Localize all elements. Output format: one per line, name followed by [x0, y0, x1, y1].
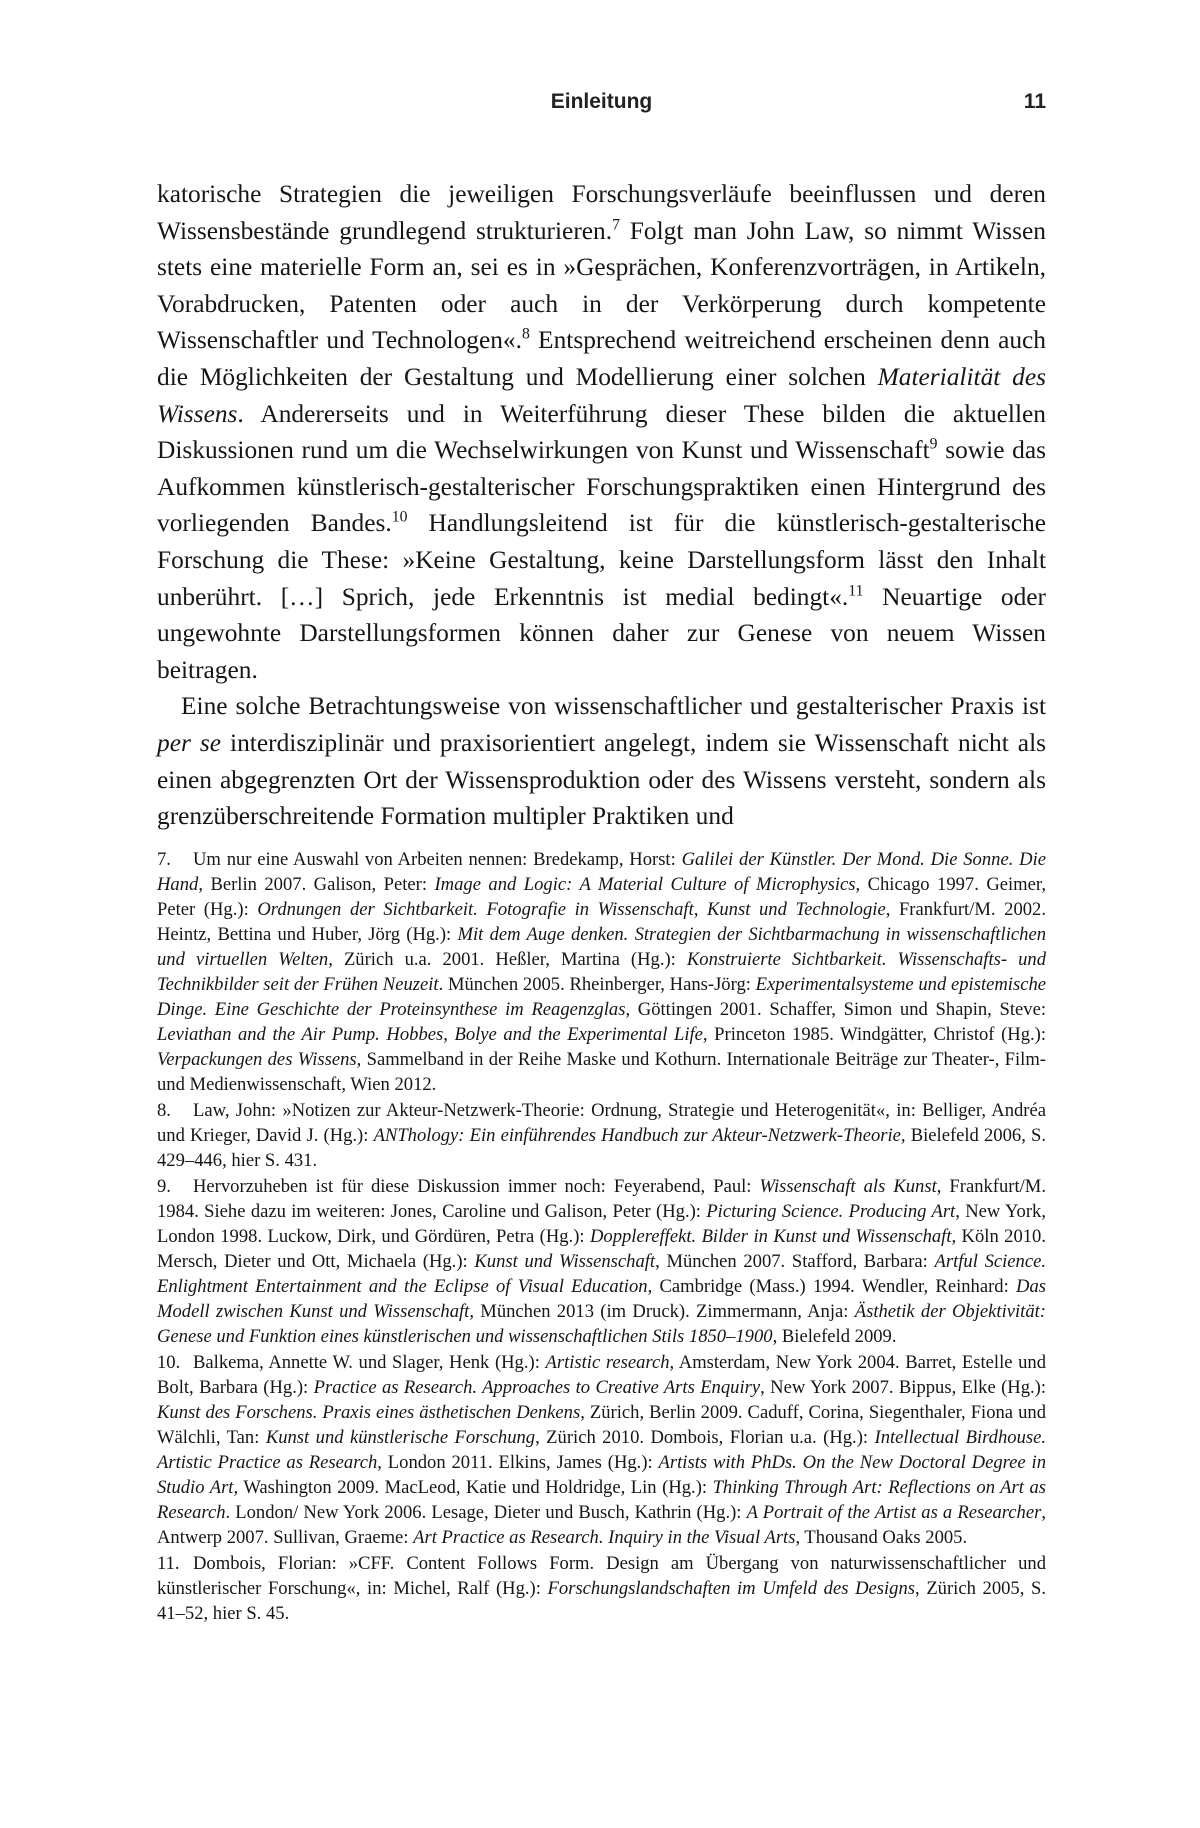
text-run: Köln 2010. Mersch, Dieter und Ott, Michaela (Hg.):: [157, 1226, 1046, 1272]
footnote-11: [157, 1551, 1046, 1626]
italic-title: Ordnungen der Sichtbarkeit. Fotografie in Wissenschaft, Kunst und Technologie: [257, 899, 886, 920]
italic-title: Artful Science. Enlightment Entertainment and the Eclipse of Visual Education: [157, 1251, 1046, 1297]
italic-term: Materialität des Wissens: [157, 362, 1046, 428]
footnotes: [157, 847, 1046, 1627]
italic-title: Dopplereffekt. Bilder in Kunst und Wissenschaft,: [589, 1226, 957, 1247]
italic-title: Thinking Through Art: Reflections on Art as Research: [157, 1477, 1047, 1523]
italic-title: Konstruierte Sichtbarkeit. Wissenschafts- und Technikbilder seit der Frühen Neuzeit: [157, 949, 1047, 995]
footnote-ref-7: 7: [612, 216, 620, 234]
text-run: , Zürich 2010. Dombois, Florian u.a. (Hg.):: [535, 1427, 875, 1448]
text-run: , Chicago 1997. Geimer, Peter (Hg.):: [157, 874, 1046, 920]
text-run: , Frankfurt/M. 2002. Heintz, Bettina und Huber, Jörg (Hg.):: [157, 899, 1046, 945]
italic-title: Intellectual Birdhouse. Artistic Practice as Research: [157, 1427, 1046, 1473]
italic-title: Kunst und Wissenschaft: [474, 1251, 656, 1272]
italic-title: Picturing Science. Producing Art: [706, 1201, 956, 1222]
italic-title: Image and Logic: A Material Culture of Microphysics: [434, 874, 856, 895]
footnote-number: 7.: [157, 849, 171, 870]
italic-title: Wissenschaft als Kunst: [759, 1176, 937, 1197]
text-run: , Sammelband in der Reihe Maske und Kothurn. Internationale Beiträge zur Theater-, Film- und Medienwissenschaft, Wien 2012.: [157, 1049, 1047, 1095]
italic-title: Artists with PhDs. On the New Doctoral Degree in Studio Art: [157, 1452, 1046, 1498]
italic-title: Experimentalsysteme und epistemische Dinge. Eine Geschichte der Proteinsynthese im Reagenzglas: [157, 974, 1046, 1020]
text-run: , Göttingen 2001. Schaffer, Simon und Shapin, Steve:: [625, 999, 1046, 1020]
footnote-number: 8.: [157, 1100, 171, 1121]
footnote-ref-9: 9: [929, 435, 938, 453]
paragraph-2: [157, 688, 1046, 834]
text-run: , München 2013 (im Druck). Zimmermann, Anja:: [469, 1301, 855, 1322]
paragraph-1: [157, 176, 1046, 688]
italic-title: Forschungslandschaften im Umfeld des Designs: [547, 1578, 916, 1599]
footnote-ref-11: 11: [848, 582, 864, 600]
text-run: Entsprechend weitreichend erscheinen denn auch die Möglichkeiten der Gestaltung und Modellierung einer solchen: [157, 326, 1046, 391]
text-run: , Zürich, Berlin 2009. Caduff, Corina, Siegenthaler, Fiona und Wälchli, Tan:: [157, 1402, 1046, 1448]
italic-title: Verpackungen des Wissens: [157, 1049, 357, 1070]
chapter-title: Einleitung: [550, 90, 653, 113]
text-run: Balkema, Annette W. und Slager, Henk (Hg.):: [193, 1352, 546, 1373]
text-run: , Amsterdam, New York 2004. Barret, Estelle und Bolt, Barbara (Hg.):: [157, 1352, 1047, 1398]
text-run: . London/ New York 2006. Lesage, Dieter und Busch, Kathrin (Hg.):: [225, 1502, 747, 1523]
text-run: Neuartige oder ungewohnte Darstellungsformen können daher zur Genese von neuem Wissen beitragen.: [157, 582, 1046, 684]
text-run: Bielefeld 2006, S. 429–446, hier S. 431.: [157, 1125, 1046, 1171]
text-run: Dombois, Florian: »CFF. Content Follows Form. Design am Übergang von naturwissenschaftlicher und künstlerischer Forschung«, in: Michel, Ralf (Hg.):: [157, 1553, 1046, 1599]
text-run: , Zürich 2005, S. 41–52, hier S. 45.: [157, 1578, 1047, 1624]
footnote-ref-8: 8: [521, 325, 530, 343]
text-run: . Andererseits und in Weiterführung dieser These bilden die aktuellen Diskussionen rund um die Wechselwirkungen von Kunst und Wissenschaft: [157, 399, 1046, 465]
text-run: , London 2011. Elkins, James (Hg.):: [377, 1452, 659, 1473]
italic-title: Leviathan and the Air Pump. Hobbes, Bolye and the Experimental Life: [157, 1024, 703, 1045]
text-run: , Bielefeld 2009.: [772, 1326, 897, 1347]
italic-title: Das Modell zwischen Kunst und Wissenschaft: [157, 1276, 1046, 1322]
text-run: , Zürich u.a. 2001. Heßler, Martina (Hg.):: [328, 949, 687, 970]
text-run: sowie das Aufkommen künstlerisch-gestalterischer Forschungspraktiken einen Hintergrund des vorliegenden Bandes.: [157, 436, 1047, 538]
text-run: Law, John: »Notizen zur Akteur-Netzwerk-Theorie: Ordnung, Strategie und Heterogenität«, in: Belliger, Andréa und Krieger, David J. (Hg.):: [157, 1100, 1046, 1146]
footnote-10: [157, 1350, 1046, 1550]
text-run: Hervorzuheben ist für diese Diskussion immer noch: Feyerabend, Paul:: [193, 1176, 760, 1197]
page-number: 11: [1023, 90, 1046, 113]
text-run: , München 2007. Stafford, Barbara:: [655, 1251, 935, 1272]
text-run: Handlungsleitend ist für die künstlerisch-gestalterische Forschung die These: »Keine Gestaltung, keine Darstellungsform lässt den Inhalt unberührt. […] Sprich, jede Erkenntnis ist medial bedingt«.: [157, 509, 1046, 611]
italic-title: Galilei der Künstler. Der Mond. Die Sonne. Die Hand: [157, 849, 1046, 895]
footnote-9: [157, 1174, 1046, 1349]
text-run: , Antwerp 2007. Sullivan, Graeme:: [157, 1502, 1046, 1548]
text-run: , Princeton 1985. Windgätter, Christof (Hg.):: [702, 1024, 1046, 1045]
italic-title: Artistic research: [545, 1352, 670, 1373]
footnote-ref-10: 10: [391, 508, 408, 526]
text-run: , Cambridge (Mass.) 1994. Wendler, Reinhard:: [647, 1276, 1017, 1297]
text-run: . München 2005. Rheinberger, Hans-Jörg:: [438, 974, 756, 995]
italic-title: Mit dem Auge denken. Strategien der Sichtbarmachung in wissenschaftlichen und virtuellen Welten: [157, 924, 1046, 970]
footnote-number: 11.: [157, 1553, 180, 1574]
text-run: katorische Strategien die jeweiligen Forschungsverläufe beeinflussen und deren Wissensbestände grundlegend strukturieren.: [157, 180, 1046, 245]
text-run: , Washington 2009. MacLeod, Katie und Holdridge, Lin (Hg.):: [233, 1477, 713, 1498]
text-run: Folgt man John Law, so nimmt Wissen stets eine materielle Form an, sei es in »Gesprächen, Konferenzvorträgen, in Artikeln, Vorabdrucken, Patenten oder auch in der Verkörperung durch kompetente Wissenschaftler und Technologen«.: [157, 216, 1046, 355]
italic-title: A Portrait of the Artist as a Researcher: [746, 1502, 1042, 1523]
italic-title: Ästhetik der Objektivität: Genese und Funktion eines künstlerischen und wissenschaftlichen Stils 1850–1900: [157, 1301, 1046, 1347]
text-run: Eine solche Betrachtungsweise von wissenschaftlicher und gestalterischer Praxis ist: [181, 692, 1046, 721]
italic-term: per se: [157, 728, 222, 757]
running-header: [157, 90, 1046, 120]
italic-title: Kunst des Forschens. Praxis eines ästhetischen Denkens: [157, 1402, 581, 1423]
italic-title: Practice as Research. Approaches to Creative Arts Enquiry: [313, 1377, 761, 1398]
footnote-8: [157, 1098, 1046, 1173]
italic-title: ANThology: Ein einführendes Handbuch zur Akteur-Netzwerk-Theorie,: [373, 1125, 906, 1146]
footnote-7: [157, 847, 1046, 1097]
text-run: , New York 2007. Bippus, Elke (Hg.):: [760, 1377, 1047, 1398]
text-run: , Thousand Oaks 2005.: [795, 1527, 968, 1548]
body-text: [157, 176, 1046, 835]
text-run: , Frankfurt/M. 1984. Siehe dazu im weiteren: Jones, Caroline und Galison, Peter (Hg.):: [157, 1176, 1046, 1222]
footnote-number: 10.: [157, 1352, 181, 1373]
italic-title: Kunst und künstlerische Forschung: [265, 1427, 536, 1448]
text-run: interdisziplinär und praxisorientiert angelegt, indem sie Wissenschaft nicht als einen abgegrenzten Ort der Wissensproduktion oder des Wissens versteht, sondern als grenzüberschreitende Formation multipler Praktiken und: [157, 728, 1046, 831]
footnote-number: 9.: [157, 1176, 171, 1197]
italic-title: Art Practice as Research. Inquiry in the Visual Arts: [413, 1527, 796, 1548]
text-run: , New York, London 1998. Luckow, Dirk, und Gördüren, Petra (Hg.):: [157, 1201, 1046, 1247]
text-run: , Berlin 2007. Galison, Peter:: [198, 874, 435, 895]
text-run: Um nur eine Auswahl von Arbeiten nennen: Bredekamp, Horst:: [193, 849, 682, 870]
